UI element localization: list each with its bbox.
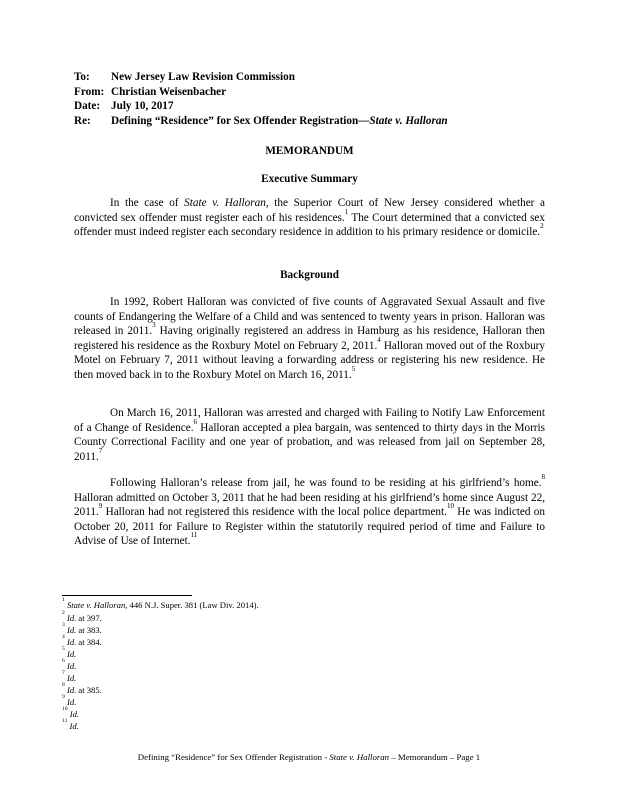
exec-text-1: In the case of xyxy=(110,197,185,209)
bg1-text-3: Halloran moved out of the Roxbury Motel on February 7, 2011 without leaving a forwarding address or registering his new residence. He then moved back in to the Roxbury Motel on March 16, 2011. xyxy=(74,339,546,381)
footnote-8 xyxy=(62,682,102,696)
footer-case-name: State v. Halloran xyxy=(329,752,390,762)
bg3-text-1: Following Halloran’s release from jail, he was found to be residing at his girlfriend’s home. xyxy=(110,477,542,489)
memo-re-row xyxy=(74,114,448,129)
memo-from-row xyxy=(74,85,448,100)
memo-re-text: Defining “Residence” for Sex Offender Registration— xyxy=(111,114,370,127)
footnote-number: 3 xyxy=(62,622,65,628)
footnote-ref[interactable]: 5 xyxy=(351,364,356,373)
exec-case-name: State v. Halloran xyxy=(184,197,266,209)
memo-from-label: From: xyxy=(74,85,105,98)
footnote-number: 5 xyxy=(62,646,65,652)
bg2-text-1: On March 16, 2011, Halloran was arrested and charged with Failing to Notify Law Enforcement of a Change of Residence. xyxy=(74,407,545,434)
footer-text-1: Defining “Residence” for Sex Offender Registration - xyxy=(137,752,330,762)
footnote-number: 1 xyxy=(62,597,65,603)
footnote-number: 4 xyxy=(62,634,65,640)
footnote-number: 8 xyxy=(62,682,65,688)
exec-text-3: The Court determined that a convicted sex offender must indeed register each secondary residence in addition to his primary residence or domicile. xyxy=(74,211,545,239)
exec-text-2: , the Superior Court of New Jersey considered whether a convicted sex offender must register each of his residences. xyxy=(74,197,546,224)
executive-summary-heading: Executive Summary xyxy=(261,173,358,185)
footnote-text: , 446 N.J. Super. 381 (Law Div. 2014). xyxy=(125,600,259,610)
footnote-number: 11 xyxy=(62,718,68,724)
background-paragraph-3 xyxy=(74,473,545,549)
footnote-3 xyxy=(62,622,102,636)
bg3-text-3: Halloran had not registered this residence with the local police department. xyxy=(102,506,447,519)
footnote-citation: Id. xyxy=(66,673,77,683)
footnote-text: at 383. xyxy=(76,625,102,635)
bg3-text-2: Halloran admitted on October 3, 2011 that he had been residing at his girlfriend’s home since August 22, 2011. xyxy=(74,491,545,519)
footnote-citation: Id. xyxy=(66,649,77,659)
footnote-citation: Id. xyxy=(69,721,79,731)
footnote-1 xyxy=(62,597,259,611)
footnote-ref[interactable]: 4 xyxy=(377,335,381,344)
footnote-ref[interactable]: 10 xyxy=(446,502,454,511)
memo-date-row xyxy=(74,99,448,114)
footnote-number: 9 xyxy=(62,694,65,700)
footnote-ref[interactable]: 2 xyxy=(540,222,544,231)
footnote-number: 6 xyxy=(62,658,65,664)
footnote-citation: Id. xyxy=(66,661,77,671)
footnote-text: at 385. xyxy=(76,685,102,695)
footnote-ref[interactable]: 8 xyxy=(541,473,545,481)
footnote-citation: Id. xyxy=(66,685,77,695)
page-footer xyxy=(0,752,618,762)
footnote-ref[interactable]: 6 xyxy=(193,417,198,426)
bg3-text-4: He was indicted on October 20, 2011 for Failure to Register within the statutorily required period of time and Failure to Advise of Use of Internet. xyxy=(74,506,545,548)
footnote-4 xyxy=(62,634,102,648)
memo-re-label: Re: xyxy=(74,114,91,127)
memo-date-value: July 10, 2017 xyxy=(111,100,174,112)
executive-summary-paragraph xyxy=(74,196,545,240)
bg1-text-2: Having originally registered an address in Hamburg as his residence, Halloran then registered his residence as the Roxbury Motel on February 2, 2011. xyxy=(74,325,546,352)
memo-from-value: Christian Weisenbacher xyxy=(111,85,227,98)
memo-to-value: New Jersey Law Revision Commission xyxy=(111,71,295,83)
footnote-text: at 397. xyxy=(76,613,102,623)
memo-re-case: State v. Halloran xyxy=(369,114,448,127)
footnote-11 xyxy=(62,718,79,732)
bg1-text-1: In 1992, Robert Halloran was convicted of five counts of Aggravated Sexual Assault and five counts of Endangering the Welfare of a Child and was sentenced to twenty years in prison. Halloran was released in 2011. xyxy=(74,296,545,338)
footnote-citation: Id. xyxy=(66,637,77,647)
memo-to-label: To: xyxy=(74,71,90,83)
memo-header xyxy=(74,70,448,128)
memo-re-value xyxy=(111,114,448,129)
footnote-separator xyxy=(62,595,192,596)
footnote-citation: Id. xyxy=(66,613,77,623)
footnote-number: 7 xyxy=(62,670,65,676)
footnote-number: 2 xyxy=(62,610,65,616)
background-heading: Background xyxy=(280,269,339,281)
footnote-citation: Id. xyxy=(69,709,80,719)
footnote-citation: Id. xyxy=(66,697,77,707)
footnote-citation: State v. Halloran xyxy=(66,600,126,610)
footer-text-2: – Memorandum – Page 1 xyxy=(389,752,481,762)
footnote-ref[interactable]: 3 xyxy=(152,321,156,330)
footnote-number: 10 xyxy=(62,706,68,712)
memo-title: MEMORANDUM xyxy=(265,145,354,157)
memo-date-label: Date: xyxy=(74,100,101,112)
memo-to-row xyxy=(74,70,448,85)
footnote-2 xyxy=(62,610,102,624)
footnote-ref[interactable]: 9 xyxy=(98,502,103,511)
footnote-ref[interactable]: 11 xyxy=(190,531,198,540)
background-paragraph-1 xyxy=(74,295,545,383)
footnote-text: at 384. xyxy=(76,637,102,647)
background-paragraph-2 xyxy=(74,406,545,464)
footnote-citation: Id. xyxy=(66,625,77,635)
bg2-text-2: Halloran accepted a plea bargain, was sentenced to thirty days in the Morris County Correctional Facility and one year of probation, and was released from jail on September 28, 2011. xyxy=(74,421,545,463)
footnote-ref[interactable]: 1 xyxy=(344,207,349,216)
footnote-ref[interactable]: 7 xyxy=(98,446,103,455)
